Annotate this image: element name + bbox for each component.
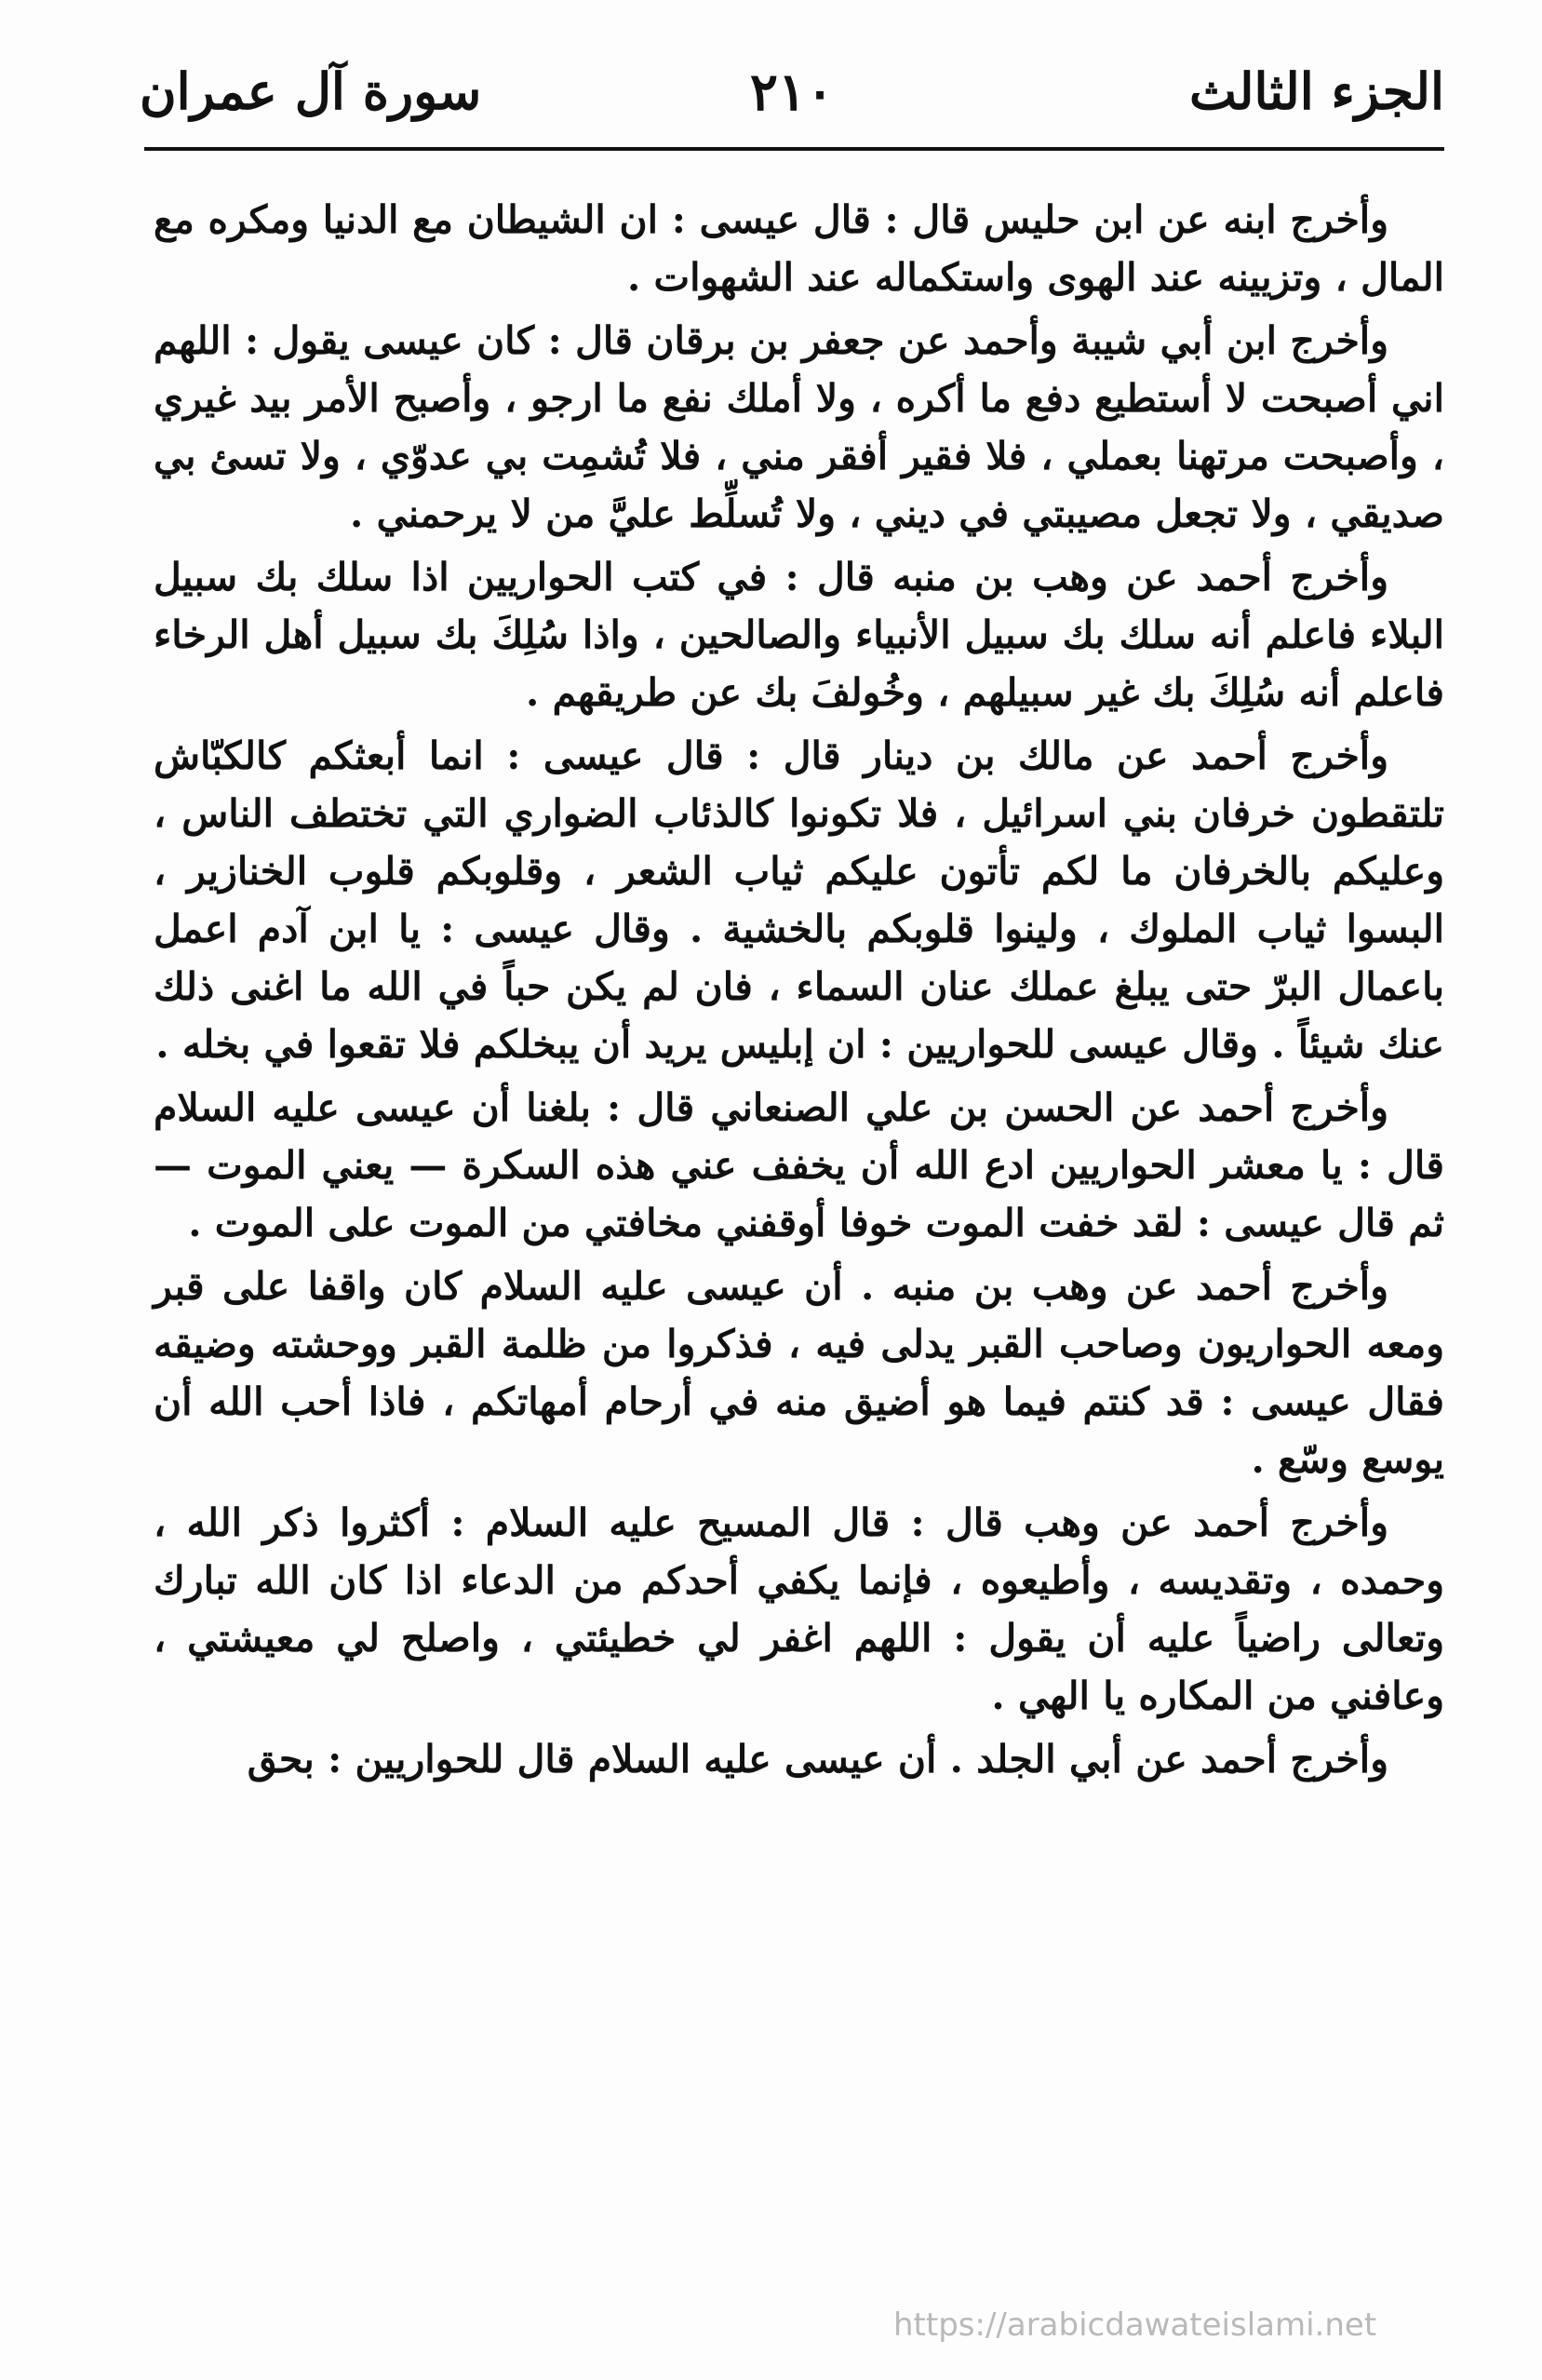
paragraph: وأخرج أحمد عن وهب بن منبه . أن عيسى عليه السلام كان واقفا على قبر ومعه الحواريون وصاحب القبر يدلى فيه ، فذكروا من ظلمة القبر ووحشته وضيقه فقال عيسى : قد كنتم فيما هو أضيق منه في أرحام أمهاتكم ، فاذا أحب الله أن يوسع وسّع . [154, 1264, 1444, 1482]
paragraph: وأخرج ابنه عن ابن حليس قال : قال عيسى : ان الشيطان مع الدنيا ومكره مع المال ، وتزيينه عند الهوى واستكماله عند الشهوات . [154, 197, 1444, 300]
paragraph: وأخرج أحمد عن مالك بن دينار قال : قال عيسى : انما أبعثكم كالكبّاش تلتقطون خرفان بني اسرائيل ، فلا تكونوا كالذئاب الضواري التي تختطف الناس ، وعليكم بالخرفان ما لكم تأتون عليكم ثياب الشعر ، وقلوبكم قلوب الخنازير ، البسوا ثياب الملوك ، ولينوا قلوبكم بالخشية . وقال عيسى : يا ابن آدم اعمل باعمال البرّ حتى يبلغ عملك عنان السماء ، فان لم يكن حباً في الله ما اغنى ذلك عنك شيئاً . وقال عيسى للحواريين : ان إبليس يريد أن يبخلكم فلا تقعوا في بخله . [154, 733, 1444, 1067]
paragraph: وأخرج أحمد عن أبي الجلد . أن عيسى عليه السلام قال للحواريين : بحق [247, 1737, 1388, 1782]
page-number: ٢١٠ [749, 61, 835, 123]
header-rule [144, 147, 1444, 151]
paragraph: وأخرج ابن أبي شيبة وأحمد عن جعفر بن برقان قال : كان عيسى يقول : اللهم اني أصبحت لا أستطيع دفع ما أكره ، ولا أملك نفع ما ارجو ، وأصبح الأمر بيد غيري ، وأصبحت مرتهنا بعملي ، فلا فقير أفقر مني ، فلا تُشمِت بي عدوّي ، ولا تسئ بي صديقي ، ولا تجعل مصيبتي في ديني ، ولا تُسلِّط عليَّ من لا يرحمني . [154, 318, 1444, 536]
watermark-url: https://arabicdawateislami.net [893, 2306, 1377, 2344]
paragraph: وأخرج أحمد عن الحسن بن علي الصنعاني قال : بلغنا أن عيسى عليه السلام قال : يا معشر الحواريين ادع الله أن يخفف عني هذه السكرة — يعني الموت — ثم قال عيسى : لقد خفت الموت خوفا أوقفني مخافتي من الموت على الموت . [154, 1085, 1444, 1245]
surah-label: سورة آل عمران [140, 61, 482, 121]
page-body [154, 191, 1444, 1794]
paragraph: وأخرج أحمد عن وهب بن منبه قال : في كتب الحواريين اذا سلك بك سبيل البلاء فاعلم أنه سلك بك سبيل الأنبياء والصالحين ، واذا سُلِكَ بك سبيل أهل الرخاء فاعلم أنه سُلِكَ بك غير سبيلهم ، وخُولفَ بك عن طريقهم . [154, 555, 1444, 715]
page-header [140, 58, 1444, 146]
juz-label: الجزء الثالث [1189, 61, 1444, 121]
paragraph: وأخرج أحمد عن وهب قال : قال المسيح عليه السلام : أكثروا ذكر الله ، وحمده ، وتقديسه ، وأطيعوه ، فإنما يكفي أحدكم من الدعاء اذا كان الله تبارك وتعالى راضياً عليه أن يقول : اللهم اغفر لي خطيئتي ، واصلح لي معيشتي ، وعافني من المكاره يا الهي . [154, 1500, 1444, 1718]
